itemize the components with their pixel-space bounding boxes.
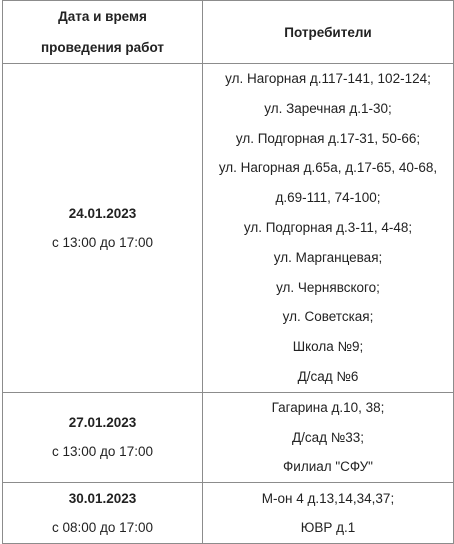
consumers-cell (203, 64, 454, 393)
header-date-time (3, 1, 203, 64)
work-time: с 13:00 до 17:00 (52, 234, 153, 250)
consumer-item: ул. Нагорная д.117-141, 102-124; (225, 71, 431, 86)
work-date: 27.01.2023 (68, 415, 137, 431)
header-date-line-1: Дата и время (58, 9, 147, 24)
table-row (3, 392, 454, 482)
consumer-item: М-он 4 д.13,14,34,37; (261, 491, 395, 507)
consumer-item: Гагарина д.10, 38; (271, 399, 385, 415)
outage-schedule-table (2, 0, 454, 544)
table-row (3, 483, 454, 544)
work-date: 24.01.2023 (68, 205, 137, 221)
consumer-item: ул. Марганцевая; (273, 249, 383, 265)
work-time: с 13:00 до 17:00 (52, 444, 153, 460)
table-header-row (3, 1, 454, 64)
consumer-item: ул. Подгорная д.17-31, 50-66; (235, 130, 421, 146)
consumer-item: ЮВР д.1 (300, 520, 356, 536)
consumers-cell (203, 392, 454, 482)
consumer-item: Д/сад №6 (297, 368, 359, 384)
date-cell (3, 483, 203, 544)
date-cell (3, 64, 203, 393)
table-row (3, 64, 454, 393)
header-date-line-2: проведения работ (40, 40, 165, 55)
consumer-item: д.69-111, 74-100; (275, 190, 381, 206)
consumer-item: Школа №9; (292, 339, 364, 355)
consumers-cell (203, 483, 454, 544)
consumer-item: ул. Чернявского; (276, 279, 380, 295)
consumer-item: ул. Подгорная д.3-11, 4-48; (243, 219, 413, 235)
header-consumers: Потребители (203, 1, 454, 64)
consumer-item: ул. Заречная д.1-30; (264, 100, 392, 116)
date-cell (3, 392, 203, 482)
work-time: с 08:00 до 17:00 (52, 520, 153, 536)
consumer-item: ул. Советская; (282, 309, 374, 325)
consumer-item: ул. Нагорная д.65а, д.17-65, 40-68, (218, 160, 438, 176)
work-date: 30.01.2023 (68, 491, 137, 507)
consumer-item: Филиал "СФУ" (283, 459, 373, 475)
consumer-item: Д/сад №33; (291, 429, 365, 445)
